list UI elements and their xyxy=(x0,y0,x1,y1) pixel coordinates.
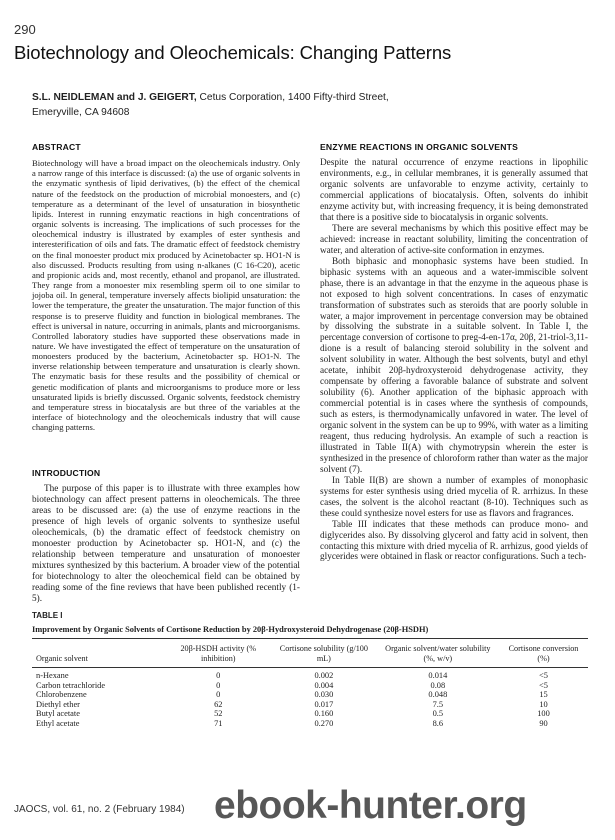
table-cell: 15 xyxy=(539,690,548,700)
column-header: 20β-HSDH activity (% inhibition) xyxy=(180,644,257,663)
table-label: TABLE I xyxy=(32,611,63,620)
table-row xyxy=(32,709,588,719)
column-header: Organic solvent xyxy=(36,653,88,663)
table-cell: Diethyl ether xyxy=(36,699,80,709)
page-number: 290 xyxy=(14,22,36,37)
enzyme-heading: ENZYME REACTIONS IN ORGANIC SOLVENTS xyxy=(320,142,519,152)
table-cell: 0 xyxy=(216,671,221,680)
table-cell: Ethyl acetate xyxy=(36,718,80,728)
enzyme-paragraph-5: Table III indicates that these methods can produce mono- and diglycerides also. By dissolving glycerol and fatty acid in solvent, then contacting this mixture with dried mycelia of R. arrhizus, good yields of glycerides were obtained in flask or reactor configurations. Such a tech- xyxy=(320,519,588,563)
table-cell: Butyl acetate xyxy=(36,709,80,719)
table-row xyxy=(32,690,588,700)
enzyme-paragraph-4: In Table II(B) are shown a number of examples of monophasic systems for ester synthesis using dried mycelia of R. arrhizus. In these cases, the solvent is the alcohol reactant (8-10). Techniques such as these could synthesize novel esters for use as flavors and fragrances. xyxy=(320,475,588,519)
enzyme-paragraph-1: Despite the natural occurrence of enzyme reactions in lipophilic environments, e.g., in cellular membranes, it is generally assumed that organic solvents are unfavorable to enzyme activity, certainly to commercial applications of biocatalysis. Often, solvents do inhibit enzyme activity but, with increasing frequency, it is being demonstrated that there is a positive side to biocatalysis in organic solvents. xyxy=(320,158,588,223)
table-row xyxy=(32,681,588,691)
abstract-section xyxy=(32,142,300,432)
table-cell: 62 xyxy=(214,699,223,709)
column-header: Organic solvent/water solubility (%, w/v) xyxy=(385,644,491,663)
table-cell: 100 xyxy=(537,709,550,719)
table-cell: 0.160 xyxy=(314,709,334,719)
table-cell: 0.002 xyxy=(314,671,334,680)
article-title: Biotechnology and Oleochemicals: Changing Patterns xyxy=(14,42,452,63)
abstract-heading: ABSTRACT xyxy=(32,142,81,152)
introduction-heading: INTRODUCTION xyxy=(32,468,101,478)
data-table xyxy=(32,638,588,729)
table-cell: 0.014 xyxy=(428,671,448,680)
table-cell: 0.5 xyxy=(432,709,444,719)
table-cell: 0.017 xyxy=(314,699,334,709)
table-cell: n-Hexane xyxy=(36,671,69,680)
table-cell: <5 xyxy=(539,671,548,680)
table-cell: Chlorobenzene xyxy=(36,690,87,700)
table-cell: <5 xyxy=(539,680,548,690)
table-cell: Carbon tetrachloride xyxy=(36,680,106,690)
table-cell: 0.08 xyxy=(430,680,446,690)
table-row xyxy=(32,719,588,729)
author-block xyxy=(32,90,592,120)
table-caption: Improvement by Organic Solvents of Cortisone Reduction by 20β-Hydroxysteroid Dehydrogenase (20β-HSDH) xyxy=(32,625,429,634)
author-names: S.L. NEIDLEMAN and J. GEIGERT, xyxy=(32,92,197,103)
table-cell: 0.004 xyxy=(314,680,334,690)
table-cell: 71 xyxy=(214,718,223,728)
enzyme-paragraph-3: Both biphasic and monophasic systems have been studied. In biphasic systems with an aqueous and a water-immiscible solvent phase, there is an advantage in that the enzyme in the aqueous phase is not exposed to high solvent concentrations. In cases of enzymatic transformation of substrates such as steroids that are poorly soluble in water, a major improvement in percentage conversion may be obtained by dissolving the substrate in a suitable solvent. In Table I, the percentage conversion of cortisone to preg-4-en-17α, 20β, 21-triol-3,11-dione is a result of balancing steroid solubility in the solvent and solvent solubility in water. Although the best solvents, butyl and ethyl acetate, inhibit 20β-hydroxysteroid dehydrogenase activity, they compensate by offering a favorable balance of substrate and solvent solubility (6). Another application of the biphasic approach with commercial potential is in cases where the synthesis of compounds, such as esters, is thermodynamically unfavored in water. The level of organic solvent in the system can be up to 99%, with water as a limiting reagent, thus reducing hydrolysis. An example of such a reaction is illustrated in Table II(A) with chymotrypsin wherein the ester is synthesized in the presence of chloroform rather than water as the major solvent (7). xyxy=(320,256,588,475)
table-cell: 52 xyxy=(214,709,223,719)
table-cell: 0.270 xyxy=(314,718,334,728)
table-header-row xyxy=(32,639,588,668)
author-affiliation: Cetus Corporation, 1400 Fifty-third Street, xyxy=(196,92,389,103)
introduction-text: The purpose of this paper is to illustrate with three examples how biotechnology can affect present patterns in oleochemicals. The three areas to be discussed are: (a) the use of enzyme reactions in the presence of high levels of organic solvents to synthesize useful oleochemicals, (b) the dramatic effect of feedstock chemistry on monoester production by Acinetobacter sp. HO1-N, and (c) the relationship between temperature and unsaturation of monoester mixtures synthesized by this bacterium. A broader view of the potential for biotechnology to alter the oleochemical field can be obtained by reading some of the fine reviews that have been published recently (1-5). xyxy=(32,484,300,604)
column-header: Cortisone conversion (%) xyxy=(508,644,579,663)
abstract-text: Biotechnology will have a broad impact on the oleochemicals industry. Only a narrow range of this interface is discussed: (a) the use of organic solvents in the enzymatic synthesis of lipid derivatives, (b) the effect of the chemical nature of the feedstock on the production of microbial monoesters, and (c) temperature as a determinant of the level of unsaturation in biosynthetic lipids. Interest in running enzymatic reactions in high concentrations of organic solvents is increasing. The implications of such processes for the oleochemical industry is illustrated by examples of ester synthesis and interesterification of oils and fats. The dramatic effect of feedstock chemistry on the final monoester product mix produced by Acinetobacter sp. HO1-N is also discussed. Products resulting from using n-alkanes (C 16-C20), acetic and propionic acids and, most recently, ethanol and propanol, are illustrated. They range from a monoester mix resembling sperm oil to one similar to jojoba oil. In general, temperature inversely affects biolipid unsaturation: the lower the temperature, the greater the unsaturation. The major function of this response is to preserve fluidity and function in biological membranes. The effect is universal in nature, occurring in animals, plants and microorganisms. Controlled laboratory studies have supported these observations made in nature. We have investigated the effect of temperature on the unsaturation of monoesters produced by the bacterium, Acinetobacter sp. HO1-N. The inverse relationship between temperature and unsaturation is clearly shown. The enzymatic basis for these results and the possibility of chemical or genetic modification of plants and microorganisms to produce more or less unsaturated lipids is briefly discussed. Organic solvents, feedstock chemistry and temperature stress in biocatalysis are but three of the variables at the interface of biotechnology and the oleochemicals industry that will cause changing patterns. xyxy=(32,158,300,433)
column-header: Cortisone solubility (g/100 mL) xyxy=(279,644,368,663)
watermark-logo: ebook-hunter.org xyxy=(214,784,527,827)
table-1 xyxy=(32,611,588,729)
table-cell: 7.5 xyxy=(432,699,444,709)
table-cell: 90 xyxy=(539,718,548,728)
enzyme-paragraph-2: There are several mechanisms by which this positive effect may be achieved: increase in reactant solubility, limiting the concentration of water, and alteration of active-site conformation in enzymes. xyxy=(320,223,588,256)
table-cell: 10 xyxy=(539,699,548,709)
table-cell: 0 xyxy=(216,690,221,700)
author-location: Emeryville, CA 94608 xyxy=(32,107,130,118)
table-cell: 8.6 xyxy=(432,718,444,728)
introduction-section xyxy=(32,468,300,604)
enzyme-section xyxy=(320,142,588,563)
table-row xyxy=(32,668,588,681)
table-cell: 0.030 xyxy=(314,690,334,700)
journal-footer: JAOCS, vol. 61, no. 2 (February 1984) xyxy=(14,804,185,815)
table-cell: 0.048 xyxy=(428,690,448,700)
table-row xyxy=(32,700,588,710)
table-cell: 0 xyxy=(216,680,221,690)
